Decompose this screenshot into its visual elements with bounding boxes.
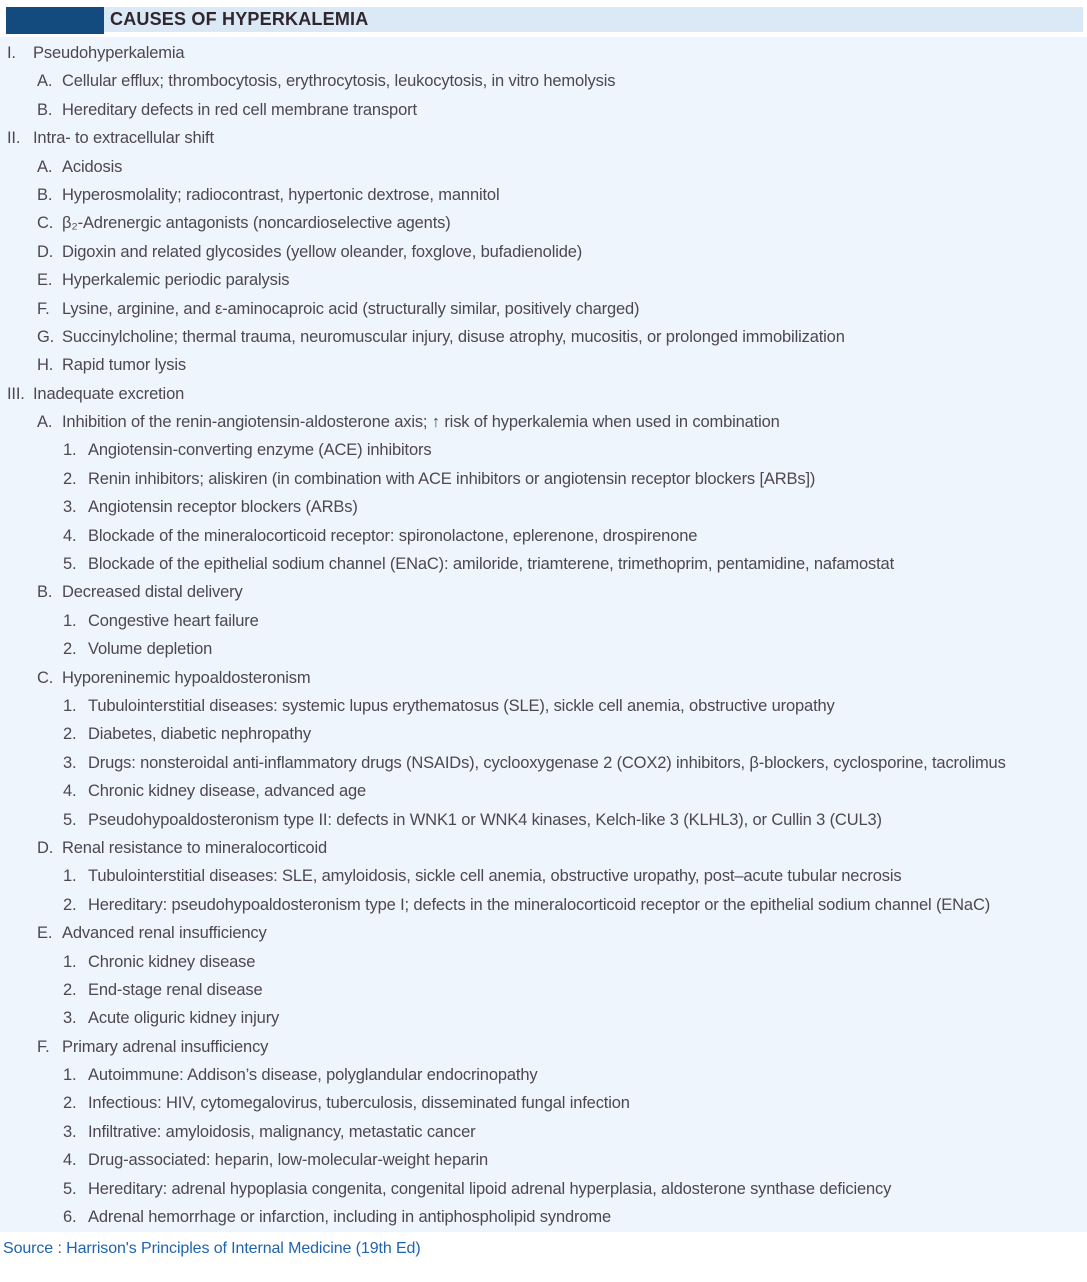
list-item (0, 295, 1087, 323)
list-item-label: 6. (63, 1208, 77, 1227)
list-item-label: B. (37, 100, 53, 119)
list-item-text: Hyperkalemic periodic paralysis (62, 271, 290, 290)
list-item (0, 465, 1087, 493)
list-item (0, 522, 1087, 550)
list-item (0, 408, 1087, 436)
list-item (0, 493, 1087, 521)
list-item (0, 948, 1087, 976)
list-item-label: A. (37, 72, 53, 91)
list-item-label: 2. (63, 640, 77, 659)
list-item-text: Congestive heart failure (88, 611, 259, 630)
list-item-label: C. (37, 214, 54, 233)
list-item (0, 323, 1087, 351)
list-item-text: Infiltrative: amyloidosis, malignancy, metastatic cancer (88, 1122, 476, 1141)
list-item-label: 2. (63, 1094, 77, 1113)
list-item-text: Acidosis (62, 157, 123, 176)
list-item (0, 664, 1087, 692)
list-item-label: 3. (63, 498, 77, 517)
list-item-text: Hereditary defects in red cell membrane transport (62, 100, 417, 119)
list-item-label: 4. (63, 782, 77, 801)
list-item (0, 153, 1087, 181)
list-item-label: II. (7, 129, 21, 148)
list-item-text: Advanced renal insufficiency (62, 924, 267, 943)
list-item (0, 124, 1087, 152)
list-item (0, 1118, 1087, 1146)
list-item-label: E. (37, 271, 53, 290)
list-item-text: Acute oliguric kidney injury (88, 1009, 280, 1028)
list-item-text: Rapid tumor lysis (62, 356, 186, 375)
list-item-label: 4. (63, 526, 77, 545)
list-item (0, 919, 1087, 947)
list-item-label: G. (37, 327, 55, 346)
list-item-text: Primary adrenal insufficiency (62, 1037, 269, 1056)
list-item (0, 891, 1087, 919)
list-item-text: Autoimmune: Addison’s disease, polyglandular endocrinopathy (88, 1066, 538, 1085)
list-item-text: Tubulointerstitial diseases: systemic lupus erythematosus (SLE), sickle cell anemia, obstructive uropathy (88, 696, 835, 715)
list-item (0, 238, 1087, 266)
list-item (0, 578, 1087, 606)
list-item-label: 1. (63, 867, 77, 886)
list-item (0, 720, 1087, 748)
list-item-label: 1. (63, 696, 77, 715)
list-item-text: Inadequate excretion (33, 384, 185, 403)
table-header (0, 7, 1087, 34)
list-item (0, 777, 1087, 805)
list-item-text: Hyperosmolality; radiocontrast, hypertonic dextrose, mannitol (62, 185, 500, 204)
list-item (0, 1203, 1087, 1231)
list-item (0, 209, 1087, 237)
list-item-label: F. (37, 1037, 50, 1056)
list-item (0, 351, 1087, 379)
list-item-text: Hyporeninemic hypoaldosteronism (62, 668, 311, 687)
list-item (0, 181, 1087, 209)
list-item-label: A. (37, 157, 53, 176)
list-item-text: Angiotensin receptor blockers (ARBs) (88, 498, 358, 517)
list-item-label: 3. (63, 1122, 77, 1141)
list-item (0, 550, 1087, 578)
list-item-text: Hereditary: adrenal hypoplasia congenita, congenital lipoid adrenal hyperplasia, aldosterone synthase deficiency (88, 1179, 892, 1198)
list-item-text: Drugs: nonsteroidal anti-inflammatory drugs (NSAIDs), cyclooxygenase 2 (COX2) inhibitors, β-blockers, cyclosporine, tacrolimus (88, 753, 1006, 772)
list-item (0, 96, 1087, 124)
list-item-label: E. (37, 924, 53, 943)
list-item-text: Tubulointerstitial diseases: SLE, amyloidosis, sickle cell anemia, obstructive uropathy, post–acute tubular necrosis (88, 867, 902, 886)
list-item (0, 976, 1087, 1004)
list-item-label: C. (37, 668, 54, 687)
list-item-label: D. (37, 838, 54, 857)
list-item-text: End-stage renal disease (88, 980, 263, 999)
list-item (0, 749, 1087, 777)
list-item (0, 1089, 1087, 1117)
list-item-text: Blockade of the epithelial sodium channel (ENaC): amiloride, triamterene, trimethoprim, pentamidine, nafamostat (88, 555, 894, 574)
list-item-label: 1. (63, 441, 77, 460)
list-item-text: Blockade of the mineralocorticoid receptor: spironolactone, eplerenone, drospirenone (88, 526, 698, 545)
list-item-text: Intra- to extracellular shift (33, 129, 214, 148)
list-item-label: 1. (63, 611, 77, 630)
list-item-text: Pseudohypoaldosteronism type II: defects in WNK1 or WNK4 kinases, Kelch-like 3 (KLHL3), or Cullin 3 (CUL3) (88, 810, 882, 829)
list-item-label: I. (7, 44, 16, 62)
list-item-text: Adrenal hemorrhage or infarction, including in antiphospholipid syndrome (88, 1208, 612, 1227)
list-item-label: 2. (63, 980, 77, 999)
page-title: CAUSES OF HYPERKALEMIA (110, 9, 369, 29)
list-item-label: 4. (63, 1151, 77, 1170)
list-item (0, 1061, 1087, 1089)
list-item-text: Infectious: HIV, cytomegalovirus, tuberculosis, disseminated fungal infection (88, 1094, 630, 1113)
list-item (0, 806, 1087, 834)
list-item-text: Renal resistance to mineralocorticoid (62, 838, 327, 857)
list-item-text: Succinylcholine; thermal trauma, neuromuscular injury, disuse atrophy, mucositis, or prolonged immobilization (62, 327, 845, 346)
list-item-label: III. (7, 384, 25, 403)
list-item (0, 39, 1087, 67)
list-item (0, 266, 1087, 294)
list-item-label: 5. (63, 810, 77, 829)
list-item-text: Hereditary: pseudohypoaldosteronism type I; defects in the mineralocorticoid receptor or the epithelial sodium channel (ENaC) (88, 895, 991, 914)
source-line: Source : Harrison's Principles of Internal Medicine (19th Ed) (3, 1240, 421, 1258)
list-item-label: 1. (63, 952, 77, 971)
list-item-text: Drug-associated: heparin, low-molecular-weight heparin (88, 1151, 489, 1170)
list-item-label: B. (37, 583, 53, 602)
list-item-text: Inhibition of the renin-angiotensin-aldosterone axis; ↑ risk of hyperkalemia when used in combination (62, 413, 780, 432)
list-item (0, 1175, 1087, 1203)
list-item (0, 1146, 1087, 1174)
list-item (0, 67, 1087, 95)
list-item-label: 5. (63, 1179, 77, 1198)
list-item-text: Decreased distal delivery (62, 583, 243, 602)
list-item (0, 380, 1087, 408)
header-tab-block (6, 7, 104, 34)
list-item-text: Chronic kidney disease (88, 952, 256, 971)
list-item-label: 5. (63, 555, 77, 574)
list-item (0, 1004, 1087, 1032)
list-item-text: Angiotensin-converting enzyme (ACE) inhibitors (88, 441, 432, 460)
list-item-label: B. (37, 185, 53, 204)
list-item-label: D. (37, 242, 54, 261)
list-item-label: 3. (63, 753, 77, 772)
list-item-text: Lysine, arginine, and ε-aminocaproic acid (structurally similar, positively charged) (62, 299, 640, 318)
list-item-label: 2. (63, 895, 77, 914)
list-item-text: Diabetes, diabetic nephropathy (88, 725, 311, 744)
list-item (0, 1033, 1087, 1061)
list-item (0, 436, 1087, 464)
list-item-label: A. (37, 413, 53, 432)
list-item-text: Chronic kidney disease, advanced age (88, 782, 367, 801)
list-item-text: Pseudohyperkalemia (33, 44, 185, 62)
list-item (0, 635, 1087, 663)
list-item-text: β₂-Adrenergic antagonists (noncardioselective agents) (62, 214, 451, 233)
list-item-label: 1. (63, 1066, 77, 1085)
list-item (0, 834, 1087, 862)
list-item-label: 2. (63, 469, 77, 488)
list-item (0, 862, 1087, 890)
list-item-text: Cellular efflux; thrombocytosis, erythrocytosis, leukocytosis, in vitro hemolysis (62, 72, 616, 91)
causes-list (0, 37, 1087, 1232)
list-item (0, 607, 1087, 635)
list-item-text: Renin inhibitors; aliskiren (in combination with ACE inhibitors or angiotensin receptor blockers [ARBs]) (88, 469, 816, 488)
list-item-label: F. (37, 299, 50, 318)
list-item-text: Digoxin and related glycosides (yellow oleander, foxglove, bufadienolide) (62, 242, 583, 261)
list-item-label: 3. (63, 1009, 77, 1028)
list-item-label: H. (37, 356, 54, 375)
list-item-text: Volume depletion (88, 640, 213, 659)
list-item-label: 2. (63, 725, 77, 744)
list-item (0, 692, 1087, 720)
